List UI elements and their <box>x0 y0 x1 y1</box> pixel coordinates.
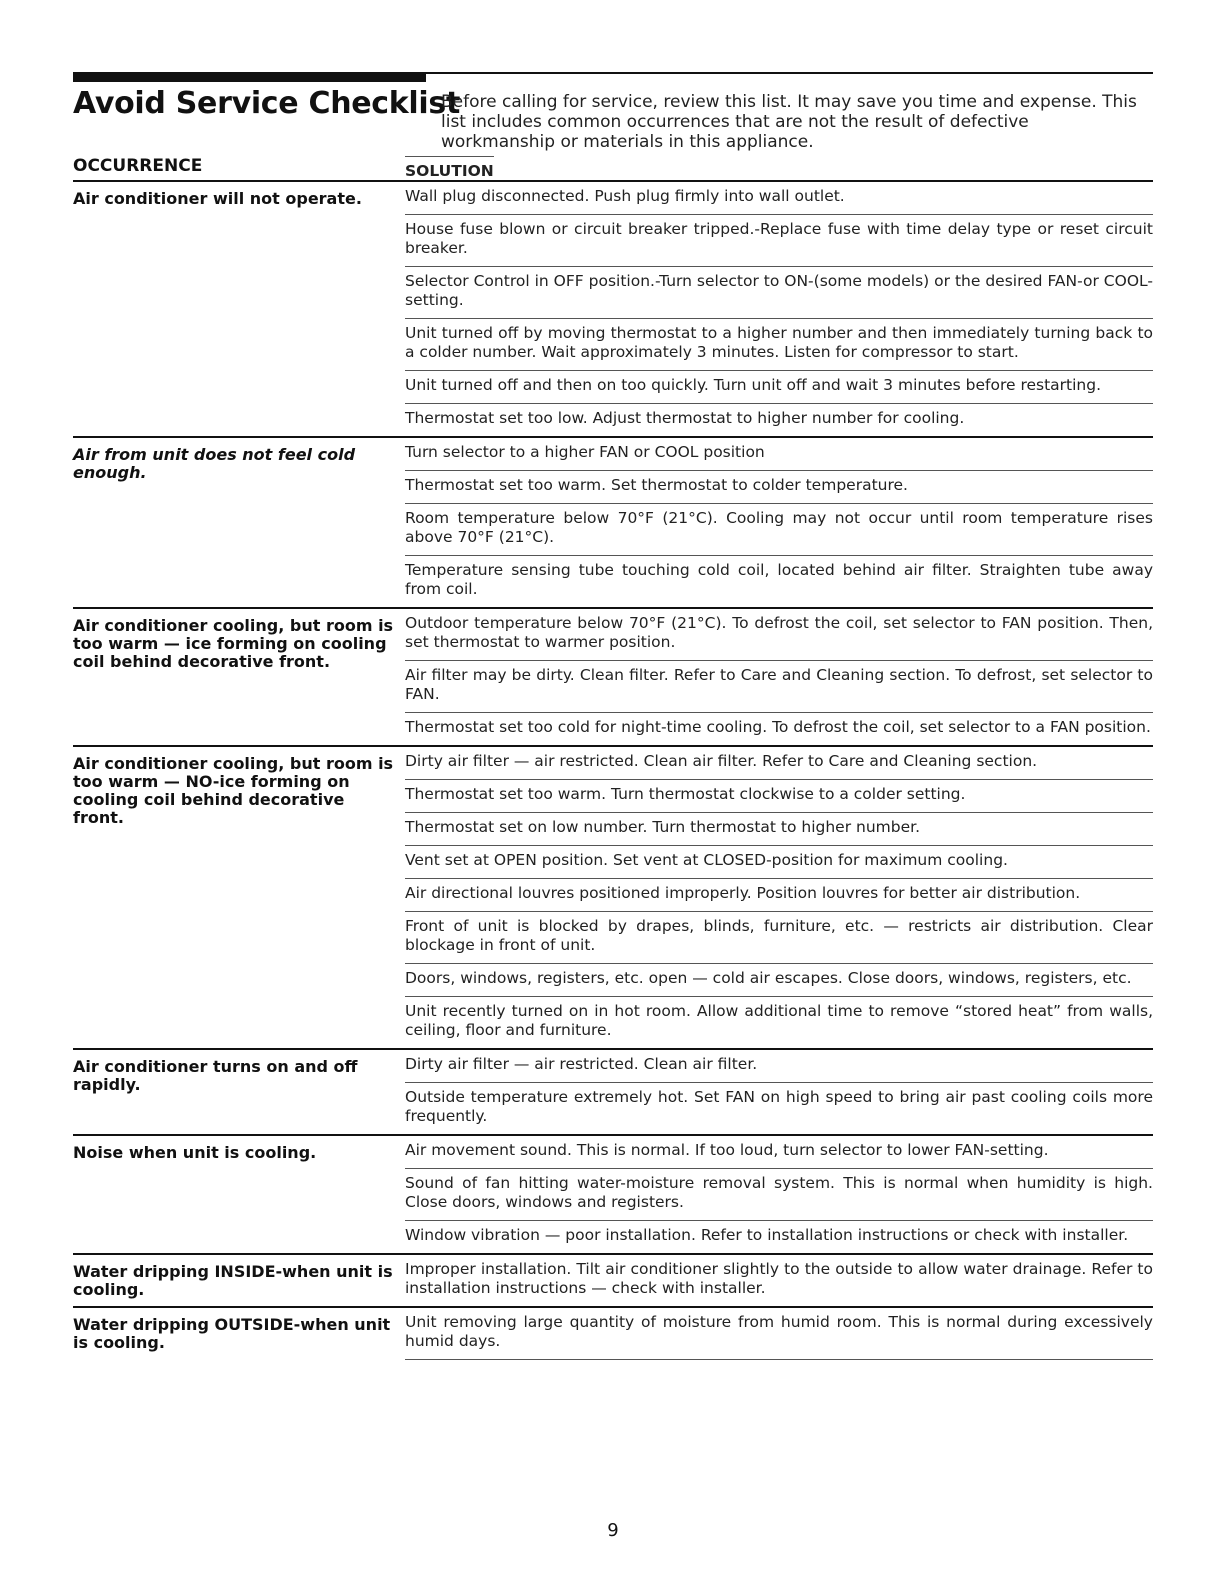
checklist-group <box>73 1253 1153 1306</box>
solution-item: Window vibration — poor installation. Refer to installation instructions or check with installer. <box>405 1220 1153 1253</box>
solution-item: Vent set at OPEN position. Set vent at CLOSED-position for maximum cooling. <box>405 845 1153 878</box>
occurrence-text: Air conditioner will not operate. <box>73 189 362 208</box>
checklist-table <box>73 180 1153 1360</box>
occurrence-text: Water dripping INSIDE-when unit is cooling. <box>73 1262 393 1299</box>
solution-item: Thermostat set too low. Adjust thermostat to higher number for cooling. <box>405 403 1153 436</box>
solution-item: Unit removing large quantity of moisture from humid room. This is normal during excessively humid days. <box>405 1313 1153 1350</box>
solution-item: Wall plug disconnected. Push plug firmly into wall outlet. <box>405 187 845 205</box>
header-rule-thin <box>426 72 1153 74</box>
occurrence-text: Air from unit does not feel cold enough. <box>73 445 356 482</box>
solution-list <box>405 182 1153 436</box>
solution-item: Unit turned off by moving thermostat to a higher number and then immediately turning back to a colder number. Wait approximately 3 minutes. Listen for compressor to start. <box>405 318 1153 370</box>
solution-item: Air filter may be dirty. Clean filter. Refer to Care and Cleaning section. To defrost, set selector to FAN. <box>405 660 1153 712</box>
solution-item: Dirty air filter — air restricted. Clean air filter. Refer to Care and Cleaning section. <box>405 752 1038 770</box>
solution-item: Room temperature below 70°F (21°C). Cooling may not occur until room temperature rises above 70°F (21°C). <box>405 503 1153 555</box>
solution-item: Thermostat set too cold for night-time cooling. To defrost the coil, set selector to a FAN position. <box>405 712 1153 745</box>
page-number: 9 <box>607 1520 619 1541</box>
checklist-group <box>73 436 1153 607</box>
solution-item: Thermostat set on low number. Turn thermostat to higher number. <box>405 812 1153 845</box>
solution-item: Sound of fan hitting water-moisture removal system. This is normal when humidity is high. Close doors, windows and registers. <box>405 1168 1153 1220</box>
solution-list <box>405 1308 1153 1359</box>
solution-item: Selector Control in OFF position.-Turn selector to ON-(some models) or the desired FAN-or COOL-setting. <box>405 266 1153 318</box>
table-bottom-rule <box>405 1359 1153 1360</box>
occurrence-text: Air conditioner turns on and off rapidly. <box>73 1057 358 1094</box>
checklist-group <box>73 1306 1153 1359</box>
solution-item: Thermostat set too warm. Turn thermostat clockwise to a colder setting. <box>405 779 1153 812</box>
occurrence-text: Air conditioner cooling, but room is too warm — NO-ice forming on cooling coil behind decorative front. <box>73 754 394 827</box>
solution-item: House fuse blown or circuit breaker tripped.-Replace fuse with time delay type or reset circuit breaker. <box>405 214 1153 266</box>
checklist-group <box>73 1048 1153 1134</box>
occurrence-column-header: OCCURRENCE <box>73 156 203 176</box>
page-title: Avoid Service Checklist <box>73 86 460 121</box>
occurrence-text: Water dripping OUTSIDE-when unit is cooling. <box>73 1315 391 1352</box>
solution-item: Unit recently turned on in hot room. Allow additional time to remove “stored heat” from walls, ceiling, floor and furniture. <box>405 996 1153 1048</box>
solution-list <box>405 438 1153 607</box>
intro-paragraph: Before calling for service, review this list. It may save you time and expense. This list includes common occurrences that are not the result of defective workmanship or materials in this appliance. <box>441 92 1137 152</box>
solution-item: Front of unit is blocked by drapes, blinds, furniture, etc. — restricts air distribution. Clear blockage in front of unit. <box>405 911 1153 963</box>
checklist-group <box>73 745 1153 1048</box>
solution-item: Outdoor temperature below 70°F (21°C). To defrost the coil, set selector to FAN position. Then, set thermostat to warmer position. <box>405 614 1153 651</box>
solution-item: Doors, windows, registers, etc. open — cold air escapes. Close doors, windows, registers, etc. <box>405 963 1153 996</box>
solution-item: Temperature sensing tube touching cold coil, located behind air filter. Straighten tube away from coil. <box>405 555 1153 607</box>
occurrence-text: Air conditioner cooling, but room is too warm — ice forming on cooling coil behind decorative front. <box>73 616 394 671</box>
header-rule-thick <box>73 72 426 82</box>
occurrence-text: Noise when unit is cooling. <box>73 1143 317 1162</box>
solution-item: Thermostat set too warm. Set thermostat to colder temperature. <box>405 470 1153 503</box>
checklist-group <box>73 607 1153 745</box>
solution-list <box>405 1050 1153 1134</box>
solution-item: Improper installation. Tilt air conditioner slightly to the outside to allow water drainage. Refer to installation instructions — check with installer. <box>405 1260 1153 1297</box>
solution-list <box>405 1255 1153 1306</box>
solution-column-header: SOLUTION <box>405 156 494 189</box>
solution-item: Turn selector to a higher FAN or COOL position <box>405 443 765 461</box>
solution-item: Outside temperature extremely hot. Set FAN on high speed to bring air past cooling coils more frequently. <box>405 1082 1153 1134</box>
solution-list <box>405 747 1153 1048</box>
solution-list <box>405 1136 1153 1253</box>
checklist-group <box>73 180 1153 436</box>
solution-item: Unit turned off and then on too quickly. Turn unit off and wait 3 minutes before restarting. <box>405 370 1153 403</box>
solution-item: Air movement sound. This is normal. If too loud, turn selector to lower FAN-setting. <box>405 1141 1049 1159</box>
checklist-group <box>73 1134 1153 1253</box>
solution-item: Air directional louvres positioned improperly. Position louvres for better air distribution. <box>405 878 1153 911</box>
solution-list <box>405 609 1153 745</box>
solution-item: Dirty air filter — air restricted. Clean air filter. <box>405 1055 758 1073</box>
